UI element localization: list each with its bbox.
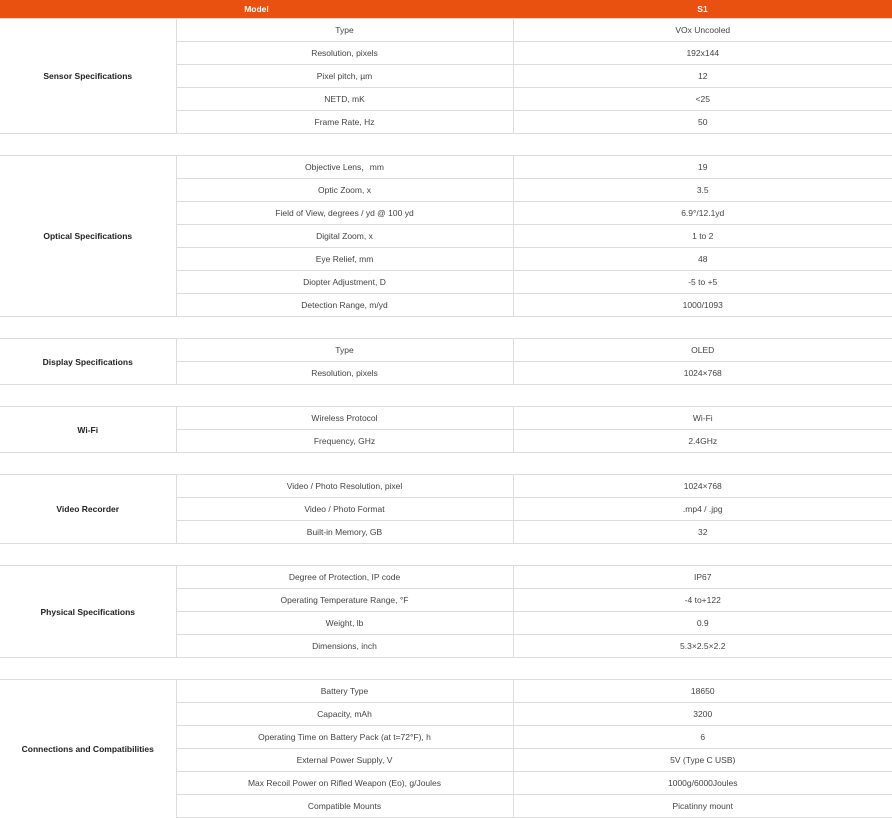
section-spacer (0, 385, 892, 407)
spec-label: Type (176, 19, 513, 42)
spec-label: Digital Zoom, x (176, 225, 513, 248)
section-spacer (0, 544, 892, 566)
spec-label: Compatible Mounts (176, 795, 513, 818)
spec-value: -5 to +5 (513, 271, 892, 294)
spec-row (0, 566, 892, 589)
spec-label: Diopter Adjustment, D (176, 271, 513, 294)
spec-label: Dimensions, inch (176, 635, 513, 658)
spec-value: IP67 (513, 566, 892, 589)
spec-label: External Power Supply, V (176, 749, 513, 772)
spec-label: Video / Photo Format (176, 498, 513, 521)
spec-label: Eye Relief, mm (176, 248, 513, 271)
spec-label: Operating Time on Battery Pack (at t=72°F), h (176, 726, 513, 749)
spec-label: Battery Type (176, 680, 513, 703)
spec-value: 50 (513, 111, 892, 134)
spec-label: Resolution, pixels (176, 362, 513, 385)
spec-label: Type (176, 339, 513, 362)
spec-value: 18650 (513, 680, 892, 703)
spec-value: 1000g/6000Joules (513, 772, 892, 795)
model-header-value: S1 (513, 0, 892, 19)
spec-value: 1024×768 (513, 475, 892, 498)
section-spacer (0, 134, 892, 156)
spec-value: 32 (513, 521, 892, 544)
spec-value: Wi-Fi (513, 407, 892, 430)
section-spacer (0, 453, 892, 475)
spec-label: Frequency, GHz (176, 430, 513, 453)
spec-value: 3200 (513, 703, 892, 726)
spec-label: Built-in Memory, GB (176, 521, 513, 544)
spec-value: -4 to+122 (513, 589, 892, 612)
spec-value: 19 (513, 156, 892, 179)
spec-row (0, 339, 892, 362)
spec-value: 1000/1093 (513, 294, 892, 317)
section-spacer (0, 317, 892, 339)
spec-body (0, 19, 892, 818)
spec-value: 2.4GHz (513, 430, 892, 453)
spec-value: 5.3×2.5×2.2 (513, 635, 892, 658)
spec-value: 1 to 2 (513, 225, 892, 248)
spec-label: Frame Rate, Hz (176, 111, 513, 134)
spec-value: <25 (513, 88, 892, 111)
spec-label: Weight, lb (176, 612, 513, 635)
spec-label: Video / Photo Resolution, pixel (176, 475, 513, 498)
section-spacer (0, 658, 892, 680)
spec-row (0, 407, 892, 430)
spec-label: Resolution, pixels (176, 42, 513, 65)
spec-label: Max Recoil Power on Rifled Weapon (Eo), g/Joules (176, 772, 513, 795)
spec-value: 3.5 (513, 179, 892, 202)
spec-label: Operating Temperature Range, °F (176, 589, 513, 612)
spec-row (0, 19, 892, 42)
spec-label: Optic Zoom, x (176, 179, 513, 202)
spec-label: Pixel pitch, µm (176, 65, 513, 88)
spacer-cell (0, 385, 892, 407)
spacer-cell (0, 544, 892, 566)
section-title: Sensor Specifications (0, 19, 176, 134)
spacer-cell (0, 658, 892, 680)
spec-label: Capacity, mAh (176, 703, 513, 726)
spec-label: Detection Range, m/yd (176, 294, 513, 317)
spec-label: NETD, mK (176, 88, 513, 111)
spec-value: 192x144 (513, 42, 892, 65)
spec-label: Wireless Protocol (176, 407, 513, 430)
spec-label: Objective Lens，mm (176, 156, 513, 179)
spec-value: 0.9 (513, 612, 892, 635)
spec-value: .mp4 / .jpg (513, 498, 892, 521)
spec-value: 5V (Type C USB) (513, 749, 892, 772)
header-row (0, 0, 892, 19)
spacer-cell (0, 453, 892, 475)
section-title: Optical Specifications (0, 156, 176, 317)
section-title: Physical Specifications (0, 566, 176, 658)
section-title: Connections and Compatibilities (0, 680, 176, 818)
spec-value: 1024×768 (513, 362, 892, 385)
spec-value: VOx Uncooled (513, 19, 892, 42)
spec-label: Field of View, degrees / yd @ 100 yd (176, 202, 513, 225)
section-title: Display Specifications (0, 339, 176, 385)
spec-value: OLED (513, 339, 892, 362)
section-title: Video Recorder (0, 475, 176, 544)
spec-row (0, 680, 892, 703)
spec-value: 6 (513, 726, 892, 749)
model-header-label: Model (0, 0, 513, 19)
spec-value: 12 (513, 65, 892, 88)
spec-label: Degree of Protection, IP code (176, 566, 513, 589)
spec-value: Picatinny mount (513, 795, 892, 818)
spec-row (0, 156, 892, 179)
spec-value: 6.9°/12.1yd (513, 202, 892, 225)
spacer-cell (0, 317, 892, 339)
spacer-cell (0, 134, 892, 156)
spec-row (0, 475, 892, 498)
spec-value: 48 (513, 248, 892, 271)
section-title: Wi-Fi (0, 407, 176, 453)
